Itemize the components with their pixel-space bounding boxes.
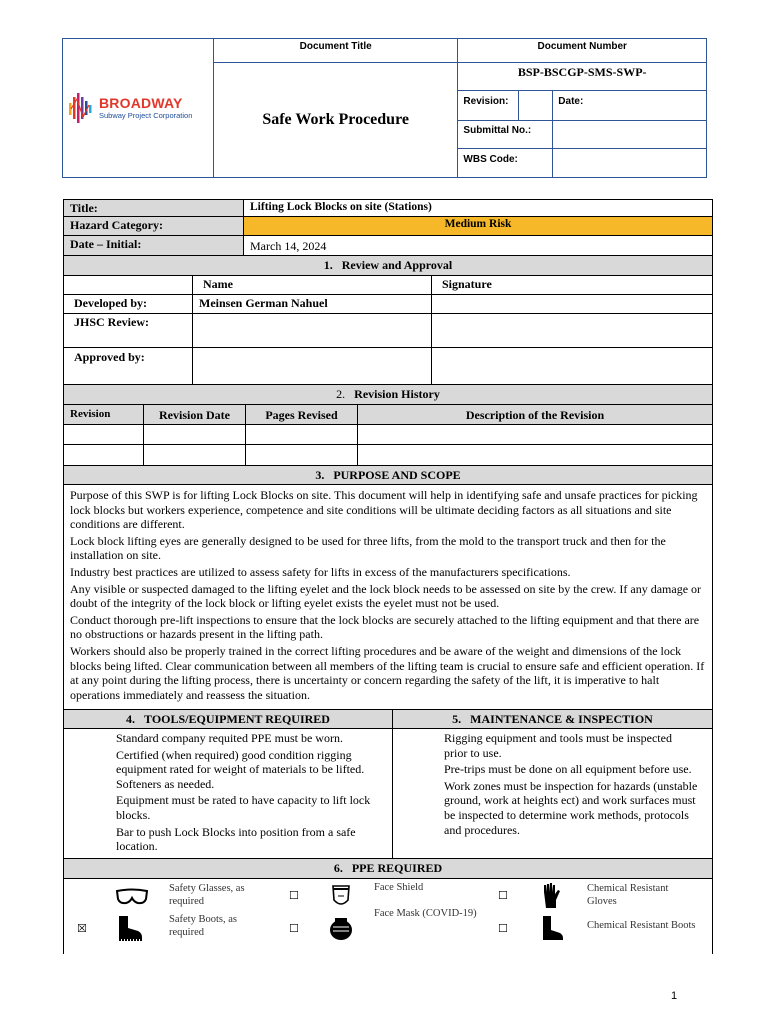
jhsc-signature[interactable] — [432, 314, 712, 347]
date-initial-label: Date – Initial: — [64, 236, 244, 255]
revision-label: Revision: — [458, 91, 519, 120]
document-title: Safe Work Procedure — [213, 63, 458, 178]
submittal-value — [553, 120, 707, 148]
approved-label: Approved by: — [64, 348, 193, 384]
section-revision-heading — [63, 385, 713, 405]
logo-name: BROADWAY — [99, 95, 183, 112]
jhsc-row — [63, 314, 713, 348]
tools-item: Equipment must be rated to have capacity to lift lock blocks. — [116, 793, 371, 822]
document-title-label: Document Title — [213, 39, 458, 63]
ppe-checkbox[interactable]: ☐ — [289, 889, 299, 902]
description-cell[interactable] — [358, 445, 712, 465]
purpose-paragraph: Industry best practices are utilized to assess safety for lifts in excess of the manufacturers specifications. — [70, 564, 571, 579]
tools-list — [64, 729, 393, 858]
safety-glasses-icon — [115, 887, 149, 907]
section-tools-heading — [64, 710, 393, 728]
description-cell[interactable] — [358, 425, 712, 444]
section-title: MAINTENANCE & INSPECTION — [470, 712, 653, 726]
purpose-paragraph: Purpose of this SWP is for lifting Lock Blocks on site. This document will help in identifying safe and unsafe practices for picking lock blocks but workers experience, competence and site conditions will be ultimate deciding factors as all situations and site conditions are different. — [70, 488, 698, 532]
section-title: Revision History — [354, 387, 440, 401]
col-pages-revised: Pages Revised — [246, 405, 358, 424]
ppe-grid — [63, 879, 713, 954]
wbs-label: WBS Code: — [458, 148, 553, 177]
col-revision: Revision — [64, 405, 144, 424]
pages-revised-cell[interactable] — [246, 425, 358, 444]
submittal-label: Submittal No.: — [458, 120, 553, 148]
approved-name[interactable] — [193, 348, 432, 384]
ppe-label: Safety Boots, as required — [169, 914, 237, 938]
section-number: 3. — [315, 467, 325, 482]
ppe-label: Face Shield — [374, 882, 424, 893]
safety-boots-icon — [116, 914, 144, 942]
ppe-checkbox[interactable]: ☐ — [498, 889, 508, 902]
ppe-checkbox[interactable]: ☐ — [498, 922, 508, 935]
section-purpose-heading — [63, 466, 713, 485]
document-header — [62, 38, 707, 178]
title-row — [63, 199, 713, 217]
section-number: 1. — [323, 258, 333, 272]
ppe-label: Chemical Resistant Boots — [587, 920, 696, 931]
maintenance-item: Pre-trips must be done on all equipment before use. — [444, 762, 692, 777]
revision-columns-row — [63, 405, 713, 425]
maintenance-item: Work zones must be inspection for hazards (unstable ground, work at heights ect) and work surfaces must be inspected to determine work methods, protocols and procedures. — [444, 778, 698, 837]
ppe-label: Safety Glasses, as required — [169, 883, 245, 907]
document-number: BSP-BSCGP-SMS-SWP- — [458, 63, 707, 91]
maintenance-list — [393, 729, 712, 858]
jhsc-label: JHSC Review: — [64, 314, 193, 347]
revision-row — [63, 425, 713, 445]
section-ppe-heading — [63, 859, 713, 879]
pages-revised-cell[interactable] — [246, 445, 358, 465]
company-logo — [63, 91, 213, 125]
tools-maintenance-heading-row — [63, 710, 713, 729]
section-review-heading — [63, 256, 713, 276]
ppe-checkbox[interactable]: ☐ — [289, 922, 299, 935]
maintenance-item: Rigging equipment and tools must be inspected prior to use. — [444, 731, 672, 760]
title-label: Title: — [64, 200, 244, 216]
developed-name: Meinsen German Nahuel — [193, 295, 432, 313]
tools-maintenance-body — [63, 729, 713, 859]
revision-date-cell[interactable] — [144, 425, 246, 444]
face-shield-icon — [330, 883, 352, 909]
purpose-paragraph: Any visible or suspected damaged to the lifting eyelet and the lock block needs to be assessed on site by the crew. If any damage or doubt of the integrity of the lock block or lifting eyelet exists the eyelet must not be used. — [70, 581, 702, 611]
wbs-value — [553, 148, 707, 177]
ppe-label: Chemical Resistant Gloves — [587, 883, 669, 907]
section-title: PPE REQUIRED — [351, 861, 443, 875]
developed-signature[interactable] — [432, 295, 712, 313]
tools-item: Bar to push Lock Blocks into position from a safe location. — [116, 824, 356, 854]
section-title: PURPOSE AND SCOPE — [333, 467, 461, 482]
section-maintenance-heading — [393, 710, 712, 728]
ppe-checkbox[interactable]: ☒ — [77, 922, 87, 935]
revision-value — [519, 91, 553, 120]
purpose-paragraph: Lock block lifting eyes are generally designed to be used for three lifts, from the mold to the transport truck and then for the installation on site. — [70, 533, 666, 563]
date-initial-value: March 14, 2024 — [250, 239, 327, 253]
logo-cell — [63, 39, 214, 178]
developed-row — [63, 295, 713, 314]
section-number: 6. — [333, 861, 343, 875]
title-value: Lifting Lock Blocks on site (Stations) — [250, 201, 432, 213]
date-row — [63, 236, 713, 256]
jhsc-name[interactable] — [193, 314, 432, 347]
revision-date-cell[interactable] — [144, 445, 246, 465]
section-number: 4. — [126, 712, 136, 726]
approved-signature[interactable] — [432, 348, 712, 384]
purpose-paragraph: Workers should also be properly trained in the correct lifting procedures and be aware of the weight and dimensions of the lock blocks being lifted. Clear communication between all members of the lifting team is crucial to ensure safe and efficient operation. If at any point during the lifting process, there is uncertainty or concern regarding the safety of the lift, it is imperative to halt operations immediately and reassess the situation. — [70, 643, 705, 702]
logo-subtitle: Subway Project Corporation — [99, 111, 193, 121]
hazard-row — [63, 217, 713, 236]
name-header: Name — [193, 276, 432, 294]
tools-item: Standard company requited PPE must be worn. — [116, 731, 343, 745]
section-number: 2. — [336, 387, 346, 401]
approved-row — [63, 348, 713, 385]
section-number: 5. — [452, 712, 462, 726]
signature-header: Signature — [442, 277, 492, 291]
date-label: Date: — [553, 91, 707, 120]
col-description: Description of the Revision — [465, 408, 605, 422]
revision-cell[interactable] — [64, 445, 144, 465]
hazard-value: Medium Risk — [244, 217, 712, 235]
tools-item: Certified (when required) good condition rigging equipment rated for weight of materials to be lifted. Softeners as needed. — [116, 747, 365, 791]
purpose-body — [63, 485, 713, 710]
chemical-boots-icon — [538, 914, 564, 942]
col-revision-date: Revision Date — [144, 405, 246, 424]
document-number-label: Document Number — [458, 39, 707, 63]
gloves-icon — [540, 882, 564, 910]
page-number: 1 — [671, 990, 678, 1002]
revision-row — [63, 445, 713, 466]
purpose-paragraph: Conduct thorough pre-lift inspections to ensure that the lock blocks are securely attached to the lifting equipment and that there are no obstructions or hazards present in the lifting path. — [70, 612, 700, 642]
broadway-logo-icon — [67, 91, 95, 125]
ppe-label: Face Mask (COVID-19) — [374, 908, 477, 919]
hazard-label: Hazard Category: — [64, 217, 244, 235]
section-title: Review and Approval — [341, 258, 453, 272]
review-blank — [64, 276, 193, 294]
section-title: TOOLS/EQUIPMENT REQUIRED — [144, 712, 330, 726]
swp-form — [63, 199, 713, 954]
developed-label: Developed by: — [64, 295, 193, 313]
face-mask-icon — [328, 914, 354, 942]
revision-cell[interactable] — [64, 425, 144, 444]
review-header-row — [63, 276, 713, 295]
